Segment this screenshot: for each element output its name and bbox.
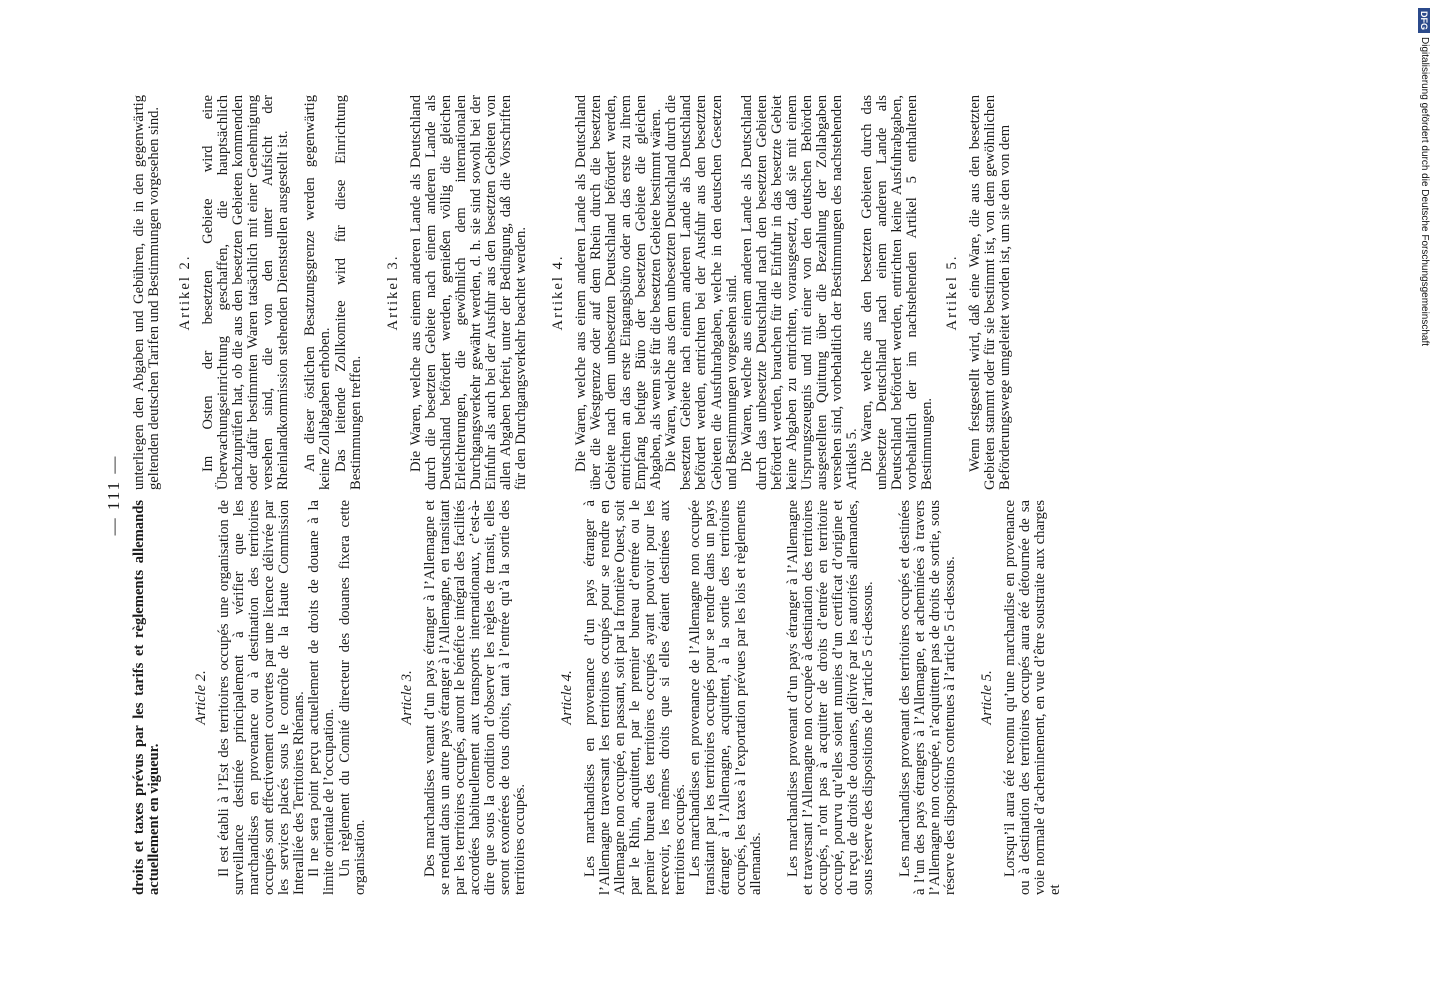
german-article-5-para-1: Wenn festgestellt wird, daß eine Ware, die aus den besetzten Gebieten stammt oder für sie bestimmt ist, von dem gewöhnlichen Beförderungswege umgeleitet worden ist, um sie den von dem	[967, 95, 1014, 490]
french-article-4-para-2: Les marchandises en provenance de l’Allemagne non occupée transitant par les territoires occupés pour se rendre dans un pays étranger à l’Allemagne, acquittent, à la sortie des territoires occupés, les taxes à l’exportation prévues par les lois et règlements allemands.	[687, 500, 764, 895]
french-article-3-para-1: Des marchandises venant d’un pays étranger à l’Allemagne et se rendant dans un autre pays étranger à l’Allemagne, en transitant par les territoires occupés, auront le bénéfice intégral des facilités accordées habituellement aux transports internationaux, c’est-à-dire que sous la condition d’observer les règles de transit, elles seront exonérées de tous droits, tant à l’entrée qu’à la sortie des territoires occupés.	[421, 500, 528, 895]
german-article-3-para-1: Die Waren, welche aus einem anderen Lande als Deutschland durch die besetzten Gebiete nach einem anderen Lande als Deutschland befördert werden, genießen völlig die gleichen Erleichterungen, die gewöhnlich dem internationalen Durchgangsverkehr gewährt werden, d. h. sie sind sowohl bei der Einfuhr als auch bei der Ausfuhr aus den besetzten Gebieten von allen Abgaben befreit, unter der Bedingung, daß die Vorschriften für den Durchgangsverkehr beachtet werden.	[407, 95, 529, 490]
german-article-5-title: Artikel 5.	[944, 254, 961, 331]
french-article-2-para-3: Un règlement du Comité directeur des douanes fixera cette organisation.	[336, 500, 368, 895]
french-intro: droits et taxes prévus par les tarifs et règlements allemands actuellement en vigueur.	[131, 500, 163, 895]
german-article-4-title: Artikel 4.	[550, 254, 567, 331]
german-article-2-title: Artikel 2.	[177, 254, 194, 331]
french-article-2-title: Article 2.	[193, 670, 210, 725]
french-article-3-title: Article 3.	[398, 670, 415, 725]
french-article-5-para-1: Lorsqu’il aura été reconnu qu’une marchandise en provenance ou à destination des territoires occupés aura été détournée de sa voie normale d’acheminement, en vue d’être soustraite aux charges et	[1002, 500, 1064, 895]
german-article-4-para-4: Die Waren, welche aus den besetzten Gebieten durch das unbesetzte Deutschland nach einem anderen Lande als Deutschland befördert werden, entrichten keine Ausfuhrabgaben, vorbehaltlich der im nachstehenden Artikel 5 enthaltenen Bestimmungen.	[858, 95, 936, 490]
dfg-logo: DFG	[1418, 8, 1430, 33]
page-number: — 111 —	[104, 454, 123, 536]
french-column	[128, 500, 1063, 895]
german-article-2-para-1: Im Osten der besetzten Gebiete wird eine Überwachungseinrichtung geschaffen, die hauptsächlich nachzuprüfen hat, ob die aus den besetzten Gebieten kommenden oder dafür bestimmten Waren tatsächlich mit einer Genehmigung versehen sind, die von den unter Aufsicht der Rheinlandkommission stehenden Dienststellen ausgestellt ist.	[200, 95, 292, 490]
german-article-3-title: Artikel 3.	[384, 254, 401, 331]
german-column	[128, 95, 1013, 490]
french-article-2-para-2: Il ne sera point perçu actuellement de droits de douane à la limite orientale de l’occupation.	[306, 500, 338, 895]
dfg-notice	[1416, 8, 1432, 528]
german-article-4-para-1: Die Waren, welche aus einem anderen Lande als Deutschland über die Westgrenze oder auf dem Rhein durch die besetzten Gebiete nach dem unbesetzten Deutschland befördert werden, entrichten an das erste Eingangsbüro oder an das erste zu ihrem Empfang befugte Büro der besetzten Gebiete die gleichen Abgaben, als wenn sie für die besetzten Gebiete bestimmt wären.	[573, 95, 665, 490]
german-article-2-para-3: Das leitende Zollkomitee wird für diese Einrichtung Bestimmungen treffen.	[332, 95, 364, 490]
french-article-4-title: Article 4.	[558, 670, 575, 725]
german-article-4-para-2: Die Waren, welche aus dem unbesetzten Deutschland durch die besetzten Gebiete nach einem anderen Lande als Deutschland befördert werden, entrichten bei der Ausfuhr aus den besetzten Gebieten die Ausfuhrabgaben, welche in den deutschen Gesetzen und Bestimmungen vorgesehen sind.	[663, 95, 740, 490]
german-intro: unterliegen den Abgaben und Gebühren, die in den gegenwärtig geltenden deutschen Tarifen und Bestimmungen vorgesehen sind.	[131, 95, 163, 490]
french-article-5-title: Article 5.	[979, 670, 996, 725]
french-article-4-para-3: Les marchandises provenant d’un pays étranger à l’Allemagne et traversant l’Allemagne non occupée à destination des territoires occupés, n’ont pas à acquitter de droits d’entrée en territoire occupé, pourvu qu’elles soient munies d’un certificat d’origine et du reçu de droits de douanes, délivré par les autorités allemandes, sous réserve des dispositions de l’article 5 ci-dessous.	[784, 500, 876, 895]
french-article-2-para-1: Il est établi à l’Est des territoires occupés une organisation de surveillance destinée principalement à vérifier que les marchandises en provenance ou à destination des territoires occupés sont effectivement couvertes par une licence délivrée par les services placés sous le contrôle de la Haute Commission Interalliée des Territoires Rhénans.	[216, 500, 308, 895]
german-article-4-para-3: Die Waren, welche aus einem anderen Lande als Deutschland durch das unbesetzte Deutschland nach den besetzten Gebieten befördert werden, brauchen für die Einfuhr in das besetzte Gebiet keine Abgaben zu entrichten, vorausgesetzt, daß sie mit einem Ursprungszeugnis und mit einer von den deutschen Behörden ausgestellten Quittung über die Bezahlung der Zollabgaben versehen sind, vorbehaltlich der Bestimmungen des nachstehenden Artikels 5.	[738, 95, 860, 490]
french-article-4-para-4: Les marchandises provenant des territoires occupés et destinées à l’un des pays étrangers à l’Allemagne, et acheminées à travers l’Allemagne non occupée, n’acquittent pas de droits de sortie, sous réserve des dispositions contenues à l’article 5 ci-dessous.	[896, 500, 959, 895]
french-article-4-para-1: Les marchandises en provenance d’un pays étranger à l’Allemagne traversant les territoires occupés pour se rendre en Allemagne non occupée, en passant, soit par la frontière Ouest, soit par le Rhin, acquittent, par le premier bureau d’entrée ou le premier bureau des territoires occupés ayant pouvoir pour les recevoir, les mêmes droits que si elles étaient destinées aux territoires occupés.	[582, 500, 689, 895]
rotated-document-body	[100, 95, 1310, 895]
dfg-notice-text: Digitalisierung gefördert durch die Deutsche Forschungsgemeinschaft	[1419, 37, 1430, 347]
german-article-2-para-2: An dieser östlichen Besatzungsgrenze werden gegenwärtig keine Zollabgaben erhoben.	[302, 95, 334, 490]
